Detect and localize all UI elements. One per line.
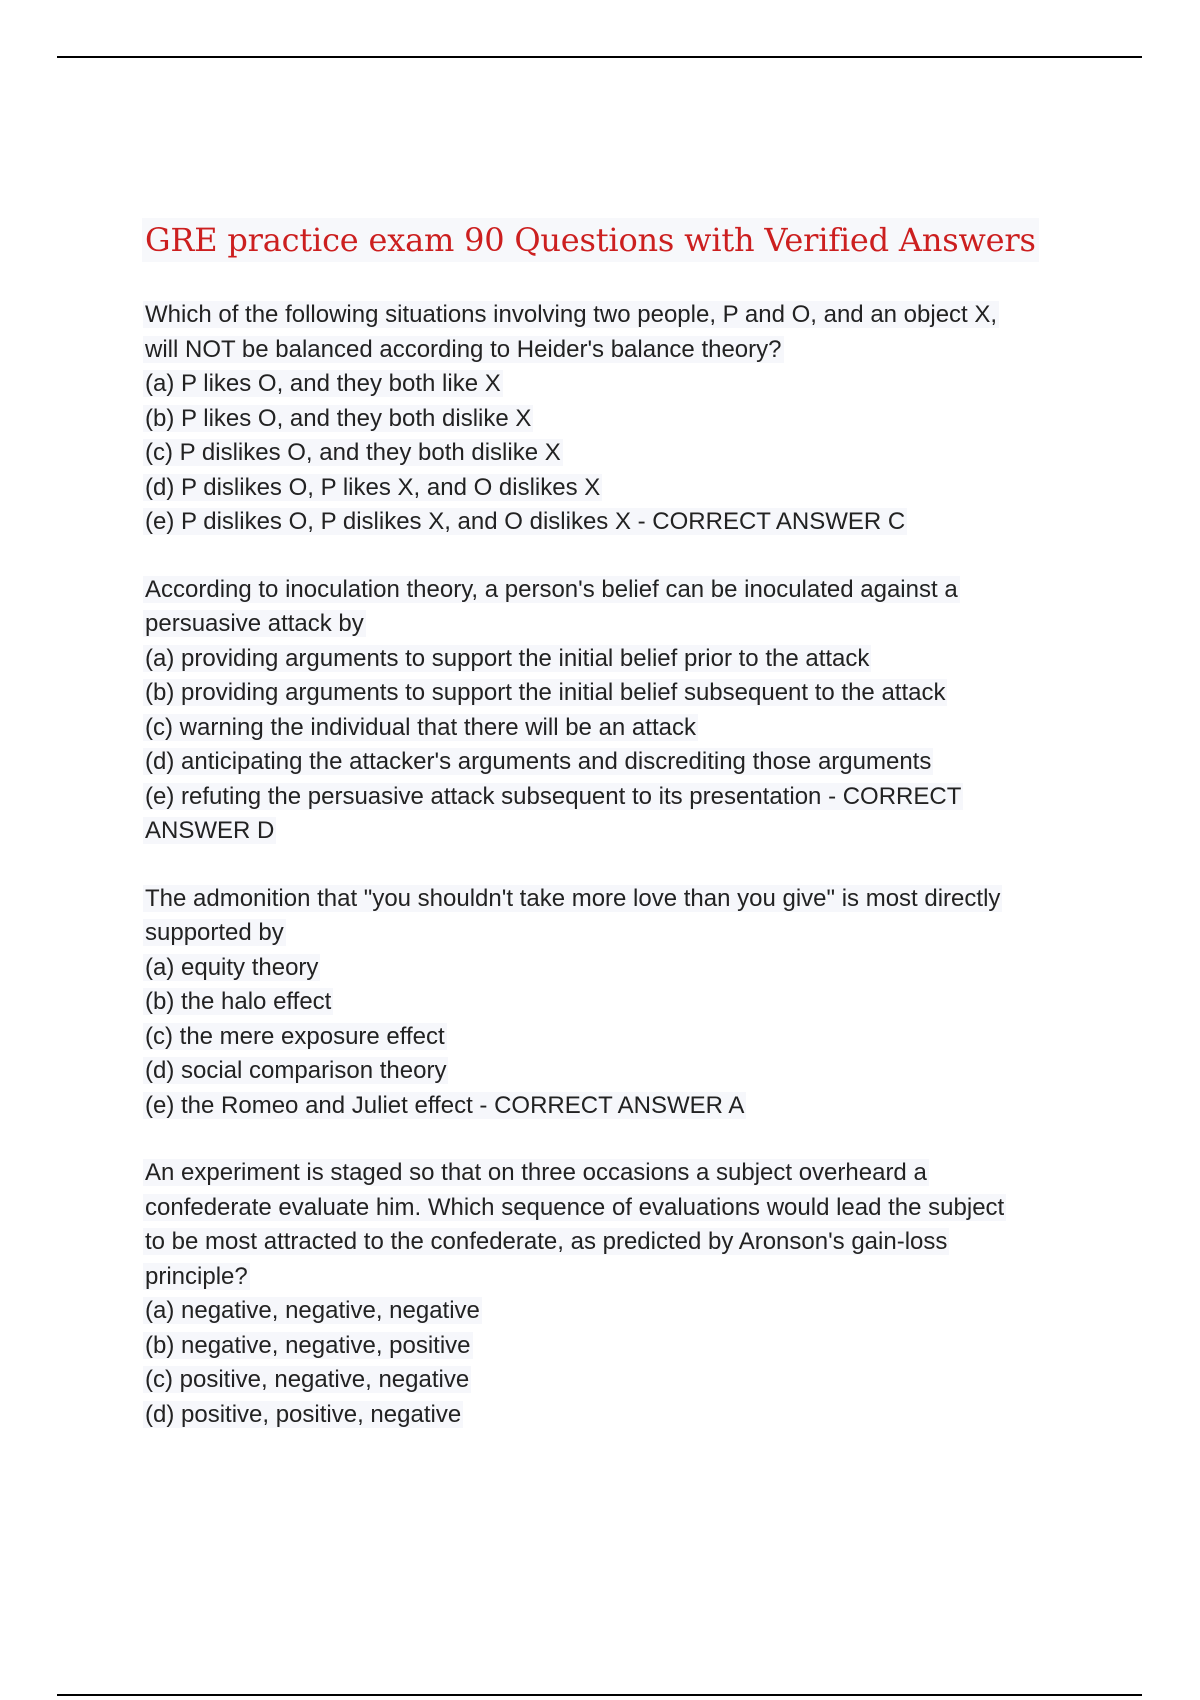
answer-option: (c) P dislikes O, and they both dislike X bbox=[145, 439, 561, 466]
answer-option: (d) social comparison theory bbox=[145, 1057, 447, 1084]
question-text-line: According to inoculation theory, a person's belief can be inoculated against a bbox=[145, 575, 958, 603]
question-text-line: will NOT be balanced according to Heider's balance theory? bbox=[145, 335, 782, 363]
bottom-rule bbox=[57, 1694, 1142, 1696]
answer-option: (a) providing arguments to support the initial belief prior to the attack bbox=[145, 644, 870, 672]
answer-option: (b) P likes O, and they both dislike X bbox=[145, 404, 532, 432]
question-text-line: confederate evaluate him. Which sequence of evaluations would lead the subject bbox=[145, 1193, 1005, 1221]
answer-option-with-correct-answer: (e) refuting the persuasive attack subsequent to its presentation - CORRECT bbox=[145, 782, 962, 810]
answer-option: (c) warning the individual that there will be an attack bbox=[145, 713, 696, 741]
answer-option: (d) P dislikes O, P likes X, and O dislikes X bbox=[145, 473, 601, 501]
question-text-line: to be most attracted to the confederate, as predicted by Aronson's gain-loss bbox=[145, 1228, 948, 1255]
answer-option: (d) anticipating the attacker's arguments and discrediting those arguments bbox=[145, 748, 932, 775]
question-4 bbox=[145, 1156, 1095, 1432]
document-title: GRE practice exam 90 Questions with Verified Answers bbox=[142, 218, 1039, 262]
answer-option: (b) negative, negative, positive bbox=[145, 1331, 471, 1359]
answer-option: (d) positive, positive, negative bbox=[145, 1400, 462, 1428]
answer-option: (a) P likes O, and they both like X bbox=[145, 370, 501, 397]
answer-option: (b) providing arguments to support the initial belief subsequent to the attack bbox=[145, 679, 946, 706]
correct-answer-continuation: ANSWER D bbox=[145, 817, 275, 844]
question-text-line: supported by bbox=[145, 919, 284, 946]
question-2 bbox=[145, 573, 1095, 849]
answer-option: (c) the mere exposure effect bbox=[145, 1022, 445, 1050]
question-text-line: An experiment is staged so that on three occasions a subject overheard a bbox=[145, 1159, 927, 1186]
question-1 bbox=[145, 298, 1095, 540]
question-text-line: principle? bbox=[145, 1262, 248, 1290]
question-text-line: The admonition that "you shouldn't take more love than you give" is most directly bbox=[145, 884, 1001, 912]
question-text-line: Which of the following situations involving two people, P and O, and an object X, bbox=[145, 301, 998, 328]
answer-option: (b) the halo effect bbox=[145, 988, 332, 1015]
question-text-line: persuasive attack by bbox=[145, 610, 364, 637]
answer-option-with-correct-answer: (e) P dislikes O, P dislikes X, and O dislikes X - CORRECT ANSWER C bbox=[145, 508, 906, 535]
answer-option: (a) equity theory bbox=[145, 953, 319, 981]
answer-option: (c) positive, negative, negative bbox=[145, 1366, 470, 1393]
document-body bbox=[145, 218, 1095, 1465]
question-3 bbox=[145, 882, 1095, 1124]
answer-option-with-correct-answer: (e) the Romeo and Juliet effect - CORRECT ANSWER A bbox=[145, 1091, 745, 1119]
top-rule bbox=[57, 56, 1142, 58]
answer-option: (a) negative, negative, negative bbox=[145, 1297, 480, 1324]
